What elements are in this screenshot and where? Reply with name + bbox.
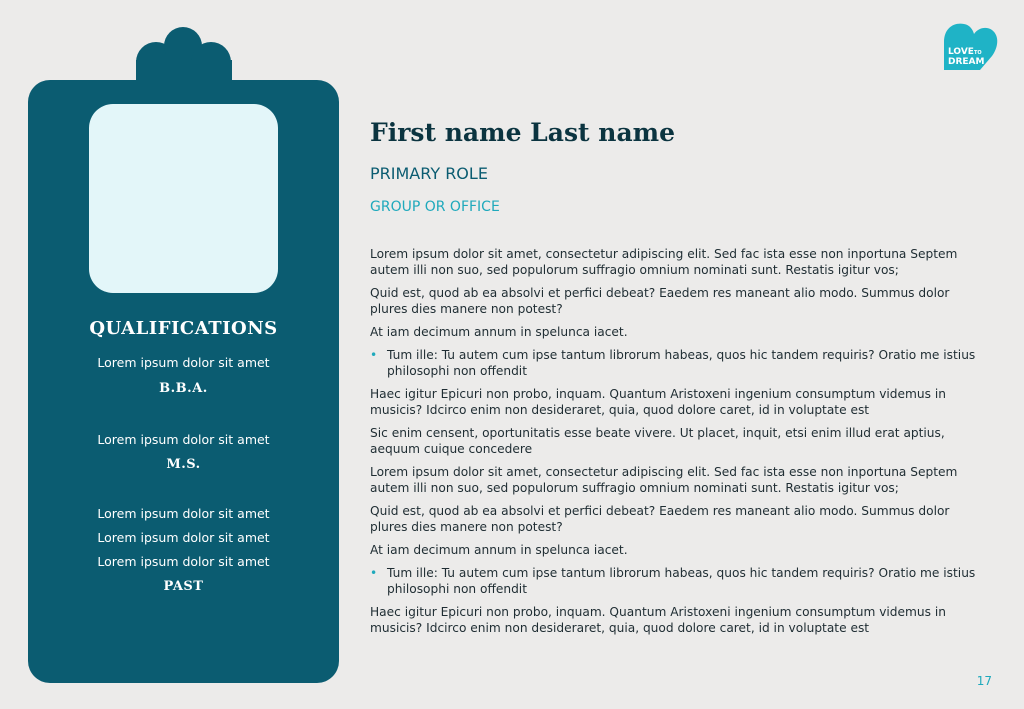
bullet-dot-icon: •	[370, 566, 378, 580]
bio-bullet	[370, 565, 990, 597]
bio-bullet-text: Tum ille: Tu autem cum ipse tantum librorum habeas, quos hic tandem requiris? Oratio me istius philosophi non offendit	[387, 348, 976, 378]
love-to-dream-logo	[940, 20, 1000, 78]
bio-paragraph: At iam decimum annum in spelunca iacet.	[370, 543, 628, 557]
bio-paragraph: Quid est, quod ab ea absolvi et perfici debeat? Eaedem res maneant alio modo. Summus dolor plures dies manere non potest?	[370, 286, 950, 316]
qualification-degree: PAST	[163, 579, 204, 594]
qualification-item: Lorem ipsum dolor sit amet	[97, 355, 270, 370]
bio-paragraph: Quid est, quod ab ea absolvi et perfici debeat? Eaedem res maneant alio modo. Summus dolor plures dies manere non potest?	[370, 504, 950, 534]
logo-text-love: LOVE	[948, 47, 974, 57]
qualification-item: Lorem ipsum dolor sit amet	[97, 554, 270, 569]
heart-logo-icon	[940, 20, 1000, 78]
qualification-item: Lorem ipsum dolor sit amet	[97, 506, 270, 521]
bullet-dot-icon: •	[370, 348, 378, 362]
qualifications-heading: QUALIFICATIONS	[89, 318, 278, 339]
qualification-degree: M.S.	[166, 457, 201, 472]
person-name: First name Last name	[370, 118, 676, 147]
bio-paragraph: Lorem ipsum dolor sit amet, consectetur adipiscing elit. Sed fac ista esse non inportuna Septem autem illi non suo, sed populorum suffragio omnium nominati sunt. Restatis igitur vos;	[370, 247, 958, 277]
primary-role: PRIMARY ROLE	[370, 164, 488, 183]
logo-text-to: TO	[974, 50, 982, 56]
bio-paragraph: Haec igitur Epicuri non probo, inquam. Quantum Aristoxeni ingenium consumptum videmus in musicis? Idcirco enim non desideraret, quia, quod dolore caret, id in voluptate est	[370, 605, 946, 635]
bio-paragraph: Haec igitur Epicuri non probo, inquam. Quantum Aristoxeni ingenium consumptum videmus in musicis? Idcirco enim non desideraret, quia, quod dolore caret, id in voluptate est	[370, 387, 946, 417]
profile-photo-placeholder[interactable]	[89, 104, 278, 293]
bio-bullet-text: Tum ille: Tu autem cum ipse tantum librorum habeas, quos hic tandem requiris? Oratio me istius philosophi non offendit	[387, 566, 976, 596]
bio-body	[370, 246, 990, 643]
bio-bullet	[370, 347, 990, 379]
qualification-item: Lorem ipsum dolor sit amet	[97, 432, 270, 447]
bio-paragraph: Lorem ipsum dolor sit amet, consectetur adipiscing elit. Sed fac ista esse non inportuna Septem autem illi non suo, sed populorum suffragio omnium nominati sunt. Restatis igitur vos;	[370, 465, 958, 495]
qualification-item: Lorem ipsum dolor sit amet	[97, 530, 270, 545]
qualification-degree: B.B.A.	[159, 381, 208, 396]
page-number: 17	[976, 674, 992, 688]
logo-text-dream: DREAM	[948, 57, 985, 67]
bio-paragraph: Sic enim censent, oportunitatis esse beate vivere. Ut placet, inquit, etsi enim illud erat aptius, aequum cuique concedere	[370, 426, 945, 456]
bio-paragraph: At iam decimum annum in spelunca iacet.	[370, 325, 628, 339]
group-or-office: GROUP OR OFFICE	[370, 199, 500, 215]
